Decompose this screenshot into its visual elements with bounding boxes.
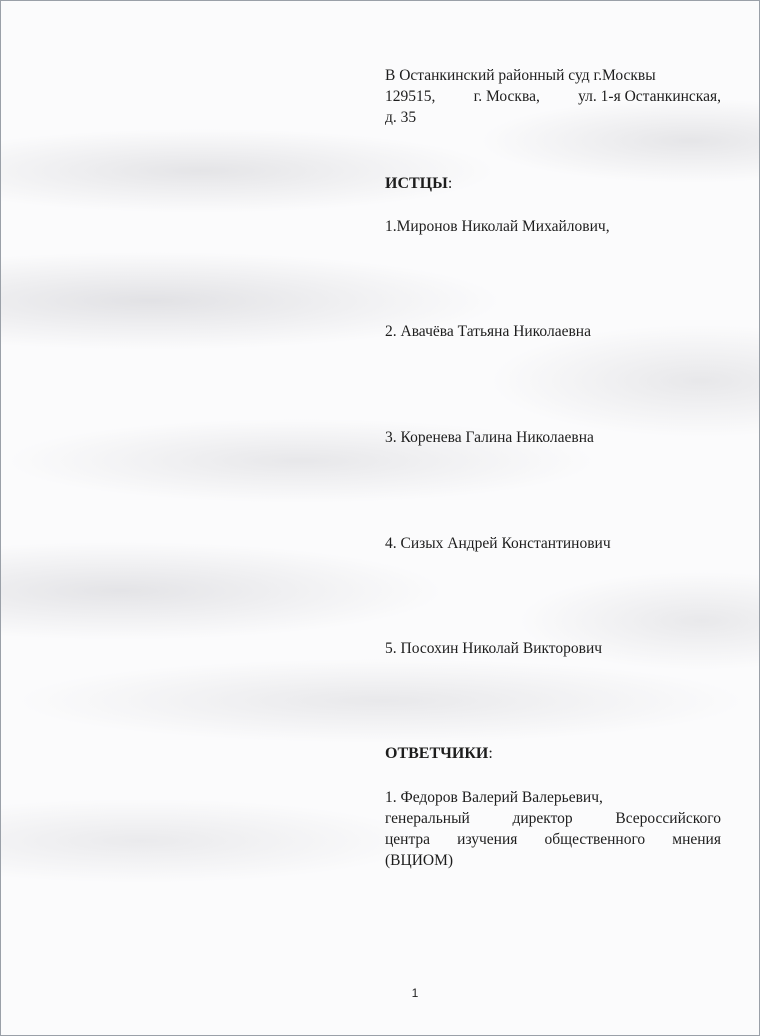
plaintiffs-heading-text: ИСТЦЫ	[385, 175, 448, 192]
defendant-1-organization-line	[385, 829, 721, 850]
defendant-org-word-2: изучения	[457, 831, 518, 848]
plaintiff-2: 2. Авачёва Татьяна Николаевна	[385, 323, 591, 340]
plaintiffs-heading-colon: :	[447, 175, 453, 192]
defendants-heading-text: ОТВЕТЧИКИ	[385, 745, 489, 762]
court-street-address	[385, 86, 721, 107]
city: г. Москва,	[473, 88, 540, 105]
plaintiff-1: 1.Миронов Николай Михайлович,	[385, 218, 610, 235]
defendant-1-name: 1. Федоров Валерий Валерьевич,	[385, 789, 603, 806]
street: ул. 1-я Останкинская,	[578, 88, 721, 105]
defendant-org-word-4: мнения	[672, 831, 721, 848]
plaintiffs-heading	[385, 173, 721, 194]
plaintiff-3: 3. Коренева Галина Николаевна	[385, 429, 594, 446]
plaintiff-4: 4. Сизых Андрей Константинович	[385, 535, 611, 552]
plaintiff-5: 5. Посохин Николай Викторович	[385, 640, 603, 657]
defendants-heading	[385, 743, 721, 764]
defendant-position-word-1: генеральный	[385, 810, 470, 827]
defendant-1	[385, 787, 721, 871]
court-building: д. 35	[385, 109, 417, 126]
defendant-1-abbreviation: (ВЦИОМ)	[385, 852, 454, 869]
defendant-org-word-3: общественного	[544, 831, 646, 848]
defendant-position-word-3: Всероссийского	[615, 810, 721, 827]
defendant-org-word-1: центра	[385, 831, 431, 848]
postal-code: 129515,	[385, 88, 436, 105]
page-number: 1	[411, 986, 419, 1000]
defendant-1-position-line	[385, 808, 721, 829]
defendants-heading-colon: :	[488, 745, 493, 762]
court-address	[385, 65, 721, 128]
defendant-position-word-2: директор	[512, 810, 573, 827]
court-name: В Останкинский районный суд г.Москвы	[385, 67, 656, 84]
